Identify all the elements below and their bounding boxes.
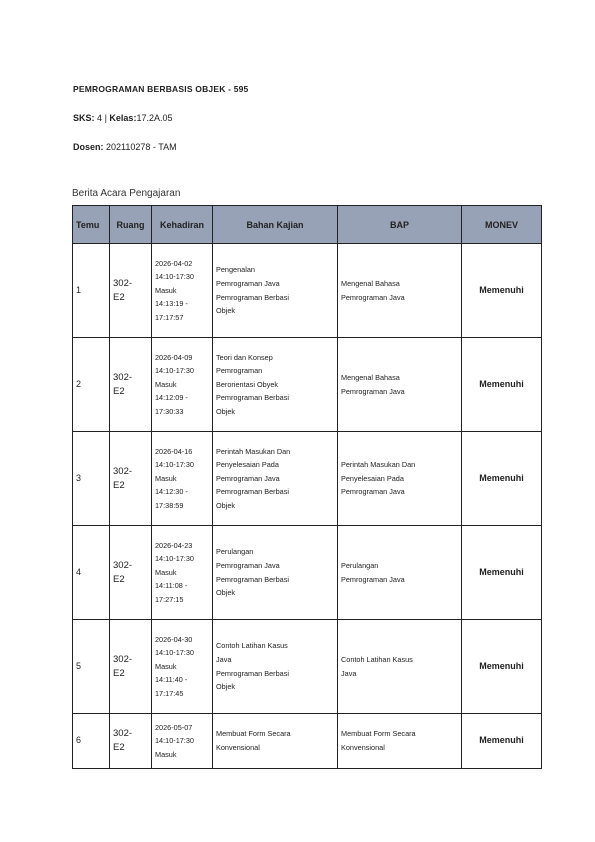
- col-header-monev: MONEV: [462, 206, 542, 244]
- cell-ruang: [110, 244, 152, 338]
- cell-text: 1: [76, 284, 82, 295]
- cell-line: Perintah Masukan Dan: [216, 446, 291, 456]
- table-header-row: [73, 206, 542, 244]
- course-meta-sks-kelas: [73, 113, 172, 123]
- cell-line: Pemrograman Berbasi: [216, 292, 290, 302]
- cell-line: Masuk: [155, 285, 177, 295]
- cell-line: 14:10-17:30: [155, 736, 194, 746]
- table-caption: Berita Acara Pengajaran: [72, 188, 181, 199]
- cell-line: 14:12:30 -: [155, 487, 188, 497]
- cell-line: Pemrograman Berbasi: [216, 393, 290, 403]
- cell-line: E2: [113, 479, 125, 491]
- cell-line: Perulangan: [216, 547, 254, 557]
- cell-monev: [462, 714, 542, 769]
- cell-line: Perulangan: [341, 560, 379, 570]
- cell-line: 14:10-17:30: [155, 648, 194, 658]
- cell-line: Penyelesaian Pada: [341, 473, 404, 483]
- cell-temu: [73, 338, 110, 432]
- cell-line: Java: [216, 654, 232, 664]
- col-header-temu: Temu: [73, 206, 110, 244]
- bap-table: [72, 205, 542, 769]
- col-header-bahan-kajian: Bahan Kajian: [213, 206, 338, 244]
- cell-bap: [338, 338, 462, 432]
- cell-monev: [462, 338, 542, 432]
- table-body: [73, 244, 542, 769]
- cell-ruang: [110, 432, 152, 526]
- cell-line: Membuat Form Secara: [341, 729, 416, 739]
- cell-kehadiran: [152, 714, 213, 769]
- cell-line: E2: [113, 667, 125, 679]
- cell-line: Mengenal Bahasa: [341, 372, 400, 382]
- cell-ruang: [110, 338, 152, 432]
- cell-temu: [73, 244, 110, 338]
- cell-line: Masuk: [155, 749, 177, 759]
- cell-line: 2026-04-02: [155, 258, 193, 268]
- cell-bahan-kajian: [213, 338, 338, 432]
- kelas-label: Kelas:: [109, 113, 137, 123]
- cell-line: 302-: [113, 653, 133, 665]
- cell-line: 2026-05-07: [155, 722, 193, 732]
- cell-bahan-kajian: [213, 244, 338, 338]
- cell-bap: [338, 526, 462, 620]
- cell-ruang: [110, 620, 152, 714]
- cell-line: 2026-04-09: [155, 352, 193, 362]
- cell-line: Java: [341, 668, 357, 678]
- cell-line: Konvensional: [341, 743, 385, 752]
- cell-line: Penyelesaian Pada: [216, 460, 279, 470]
- table-row: [73, 620, 542, 714]
- cell-line: E2: [113, 573, 125, 585]
- cell-line: Objek: [216, 306, 236, 316]
- cell-line: Pemrograman Java: [216, 473, 280, 483]
- cell-text: 3: [76, 472, 82, 483]
- cell-monev: [462, 526, 542, 620]
- cell-line: 302-: [113, 277, 133, 289]
- table-row: [73, 244, 542, 338]
- cell-line: 302-: [113, 465, 133, 477]
- cell-line: Objek: [216, 406, 236, 416]
- cell-ruang: [110, 714, 152, 769]
- cell-line: Pemrograman: [216, 366, 263, 376]
- cell-line: 17:17:45: [155, 688, 184, 698]
- cell-text: 2: [76, 378, 82, 389]
- cell-text: Memenuhi: [479, 284, 524, 295]
- cell-line: E2: [113, 291, 125, 303]
- cell-text: Memenuhi: [479, 660, 524, 671]
- cell-line: 17:38:59: [155, 500, 184, 510]
- cell-monev: [462, 432, 542, 526]
- cell-line: Masuk: [155, 473, 177, 483]
- cell-line: Berorientasi Obyek: [216, 379, 279, 389]
- cell-text: 6: [76, 735, 82, 746]
- cell-line: Objek: [216, 682, 236, 692]
- cell-line: Pemrograman Java: [216, 278, 280, 288]
- cell-line: Pemrograman Java: [341, 386, 405, 396]
- cell-line: 2026-04-30: [155, 634, 193, 644]
- cell-bap: [338, 620, 462, 714]
- cell-bahan-kajian: [213, 620, 338, 714]
- cell-line: Pemrograman Java: [216, 560, 280, 570]
- cell-line: Pemrograman Berbasi: [216, 487, 290, 497]
- cell-line: Objek: [216, 588, 236, 598]
- cell-temu: [73, 714, 110, 769]
- dosen-label: Dosen:: [73, 142, 104, 152]
- kelas-value: 17.2A.05: [136, 113, 173, 123]
- cell-line: 14:10-17:30: [155, 366, 194, 376]
- cell-bahan-kajian: [213, 526, 338, 620]
- course-title: PEMROGRAMAN BERBASIS OBJEK - 595: [73, 84, 249, 94]
- cell-line: E2: [113, 385, 125, 397]
- cell-line: 17:27:15: [155, 594, 184, 604]
- cell-kehadiran: [152, 526, 213, 620]
- cell-text: 5: [76, 660, 82, 671]
- cell-line: Pemrograman Java: [341, 487, 405, 497]
- cell-line: 2026-04-16: [155, 446, 193, 456]
- separator: |: [104, 113, 107, 123]
- cell-line: Perintah Masukan Dan: [341, 460, 416, 470]
- cell-kehadiran: [152, 620, 213, 714]
- cell-temu: [73, 526, 110, 620]
- cell-temu: [73, 620, 110, 714]
- col-header-bap: BAP: [338, 206, 462, 244]
- cell-ruang: [110, 526, 152, 620]
- table-row: [73, 714, 542, 769]
- cell-text: Memenuhi: [479, 378, 524, 389]
- table-row: [73, 432, 542, 526]
- cell-monev: [462, 244, 542, 338]
- cell-line: 14:10-17:30: [155, 272, 194, 282]
- cell-line: Pengenalan: [216, 265, 255, 275]
- cell-text: 4: [76, 566, 82, 577]
- cell-bahan-kajian: [213, 714, 338, 769]
- cell-line: 17:30:33: [155, 406, 184, 416]
- cell-line: 302-: [113, 559, 133, 571]
- table-row: [73, 526, 542, 620]
- sks-label: SKS:: [73, 113, 95, 123]
- cell-bap: [338, 714, 462, 769]
- cell-line: Pemrograman Java: [341, 574, 405, 584]
- cell-line: 14:10-17:30: [155, 554, 194, 564]
- cell-line: 302-: [113, 371, 133, 383]
- cell-line: Pemrograman Java: [341, 292, 405, 302]
- cell-kehadiran: [152, 338, 213, 432]
- cell-line: Masuk: [155, 379, 177, 389]
- cell-bap: [338, 432, 462, 526]
- cell-line: Objek: [216, 500, 236, 510]
- cell-line: E2: [113, 742, 125, 753]
- col-header-kehadiran: Kehadiran: [152, 206, 213, 244]
- cell-kehadiran: [152, 432, 213, 526]
- table-row: [73, 338, 542, 432]
- course-meta-dosen: [73, 142, 177, 152]
- cell-line: Konvensional: [216, 743, 260, 752]
- cell-line: Masuk: [155, 567, 177, 577]
- cell-line: 14:13:19 -: [155, 299, 188, 309]
- cell-line: 17:17:57: [155, 312, 184, 322]
- cell-line: Pemrograman Berbasi: [216, 574, 290, 584]
- cell-line: Membuat Form Secara: [216, 729, 291, 739]
- cell-line: 14:12:09 -: [155, 393, 188, 403]
- cell-line: Contoh Latihan Kasus: [341, 654, 413, 664]
- cell-text: Memenuhi: [479, 566, 524, 577]
- cell-line: Teori dan Konsep: [216, 352, 273, 362]
- dosen-value: 202110278 - TAM: [106, 142, 177, 152]
- cell-bahan-kajian: [213, 432, 338, 526]
- cell-line: 2026-04-23: [155, 540, 193, 550]
- cell-line: 14:11:08 -: [155, 581, 188, 591]
- cell-bap: [338, 244, 462, 338]
- cell-monev: [462, 620, 542, 714]
- cell-line: 14:10-17:30: [155, 460, 194, 470]
- cell-line: Mengenal Bahasa: [341, 278, 400, 288]
- cell-line: Pemrograman Berbasi: [216, 668, 290, 678]
- cell-line: 302-: [113, 728, 133, 740]
- cell-temu: [73, 432, 110, 526]
- cell-kehadiran: [152, 244, 213, 338]
- cell-text: Memenuhi: [479, 472, 524, 483]
- sks-value: 4: [97, 113, 103, 123]
- cell-line: Masuk: [155, 661, 177, 671]
- cell-line: Contoh Latihan Kasus: [216, 641, 288, 651]
- cell-line: 14:11:40 -: [155, 675, 188, 685]
- cell-text: Memenuhi: [479, 735, 524, 746]
- col-header-ruang: Ruang: [110, 206, 152, 244]
